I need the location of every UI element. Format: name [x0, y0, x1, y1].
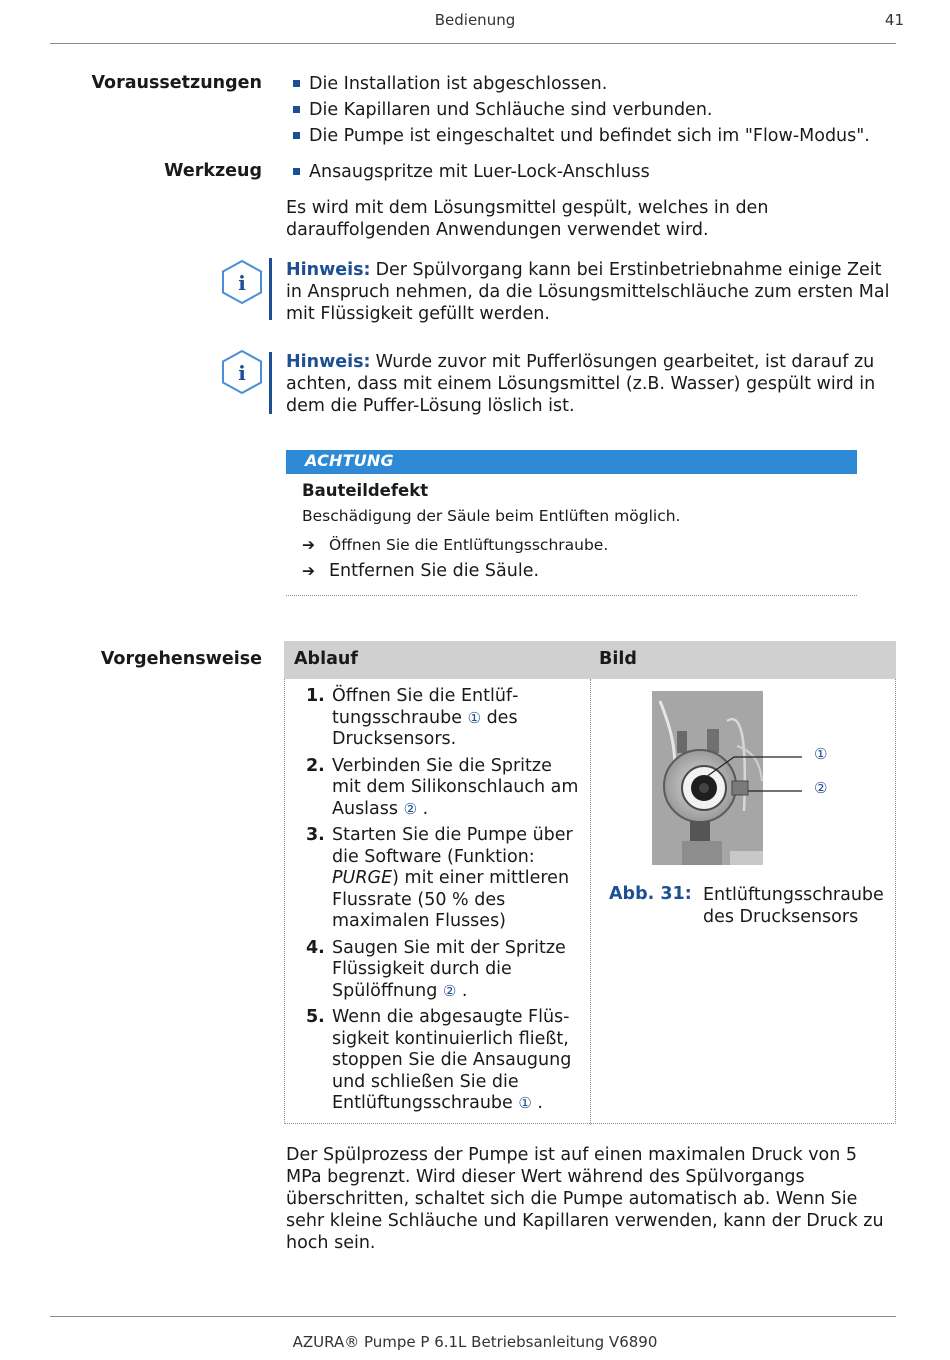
- arrow-right-icon: ➔: [302, 562, 315, 580]
- bullet-square-icon: [293, 168, 300, 175]
- callout-2: ②: [814, 779, 828, 797]
- arrow-right-icon: ➔: [302, 536, 315, 554]
- bullet-square-icon: [293, 106, 300, 113]
- note-bar: [269, 352, 272, 414]
- header-divider: [50, 43, 896, 44]
- callout-leaders: [704, 741, 814, 801]
- table-header: [284, 641, 896, 679]
- tools-label: Werkzeug: [164, 161, 262, 181]
- list-item: 4. Saugen Sie mit der Spritze Flüssigkeit durch die Spülöffnung ② .: [306, 937, 566, 1001]
- info-icon: [219, 258, 265, 306]
- bullet-square-icon: [293, 80, 300, 87]
- list-item: Die Installation ist abgeschlossen.: [290, 71, 870, 97]
- warning-divider: [286, 595, 857, 596]
- note-bar: [269, 258, 272, 320]
- warning-step: ➔ Öffnen Sie die Entlüftungsschraube.: [302, 536, 609, 554]
- footer-divider: [50, 1316, 896, 1317]
- list-item: 3. Starten Sie die Pumpe über die Software (Funktion: PURGE) mit einer mittleren Flussrate (50 % des maximalen Flusses): [306, 825, 573, 931]
- bullet-square-icon: [293, 132, 300, 139]
- page-number: 41: [884, 11, 904, 29]
- note-box: [219, 258, 899, 322]
- prerequisites-list: [290, 71, 870, 149]
- list-item: 5. Wenn die abgesaugte Flüssigkeit kontinuierlich fließt, stoppen Sie die Ansaugung und schließen Sie die Entlüftungsschraube ① .: [306, 1007, 572, 1113]
- warning-description: Beschädigung der Säule beim Entlüften möglich.: [302, 507, 681, 525]
- warning-step: ➔ Entfernen Sie die Säule.: [302, 561, 540, 581]
- column-divider: [590, 679, 591, 1125]
- note-label: Hinweis:: [286, 260, 371, 280]
- figure-caption-text: Entlüftungsschraube des Drucksensors: [703, 885, 884, 927]
- list-item: Die Pumpe ist eingeschaltet und befindet sich im "Flow-Modus".: [290, 123, 870, 149]
- list-item: 1. Öffnen Sie die Entlüftungsschraube ① des Drucksensors.: [306, 686, 519, 749]
- callout-marker: ②: [403, 799, 418, 818]
- note-text: Hinweis: Der Spülvorgang kann bei Erstinbetriebnahme einige Zeit in Anspruch nehmen, da die Lösungsmittelschläuche zum ersten Mal mit Flüssigkeit gefüllt werden.: [286, 260, 890, 324]
- procedure-label: Vorgehensweise: [100, 649, 262, 669]
- warning-header: ACHTUNG: [286, 450, 857, 474]
- prerequisites-label: Voraussetzungen: [91, 73, 262, 93]
- running-header: Bedienung: [434, 11, 516, 29]
- list-item: Die Kapillaren und Schläuche sind verbunden.: [290, 97, 870, 123]
- svg-text:i: i: [238, 361, 246, 385]
- closing-paragraph: Der Spülprozess der Pumpe ist auf einen maximalen Druck von 5 MPa begrenzt. Wird dieser Wert während des Spülvorgangs überschritten, schaltet sich die Pumpe automatisch ab. Wenn Sie sehr kleine Schläuche und Kapillaren verwenden, kann der Druck zu hoch sein.: [286, 1145, 884, 1253]
- figure-caption-label: Abb. 31:: [609, 884, 692, 904]
- procedure-steps: [306, 686, 581, 1120]
- column-header-image: Bild: [599, 649, 637, 669]
- procedure-table: [284, 641, 896, 1125]
- list-item: 2. Verbinden Sie die Spritze mit dem Silikonschlauch am Auslass ② .: [306, 755, 579, 819]
- function-name: PURGE: [332, 868, 393, 888]
- intro-paragraph: Es wird mit dem Lösungsmittel gespült, welches in den darauffolgenden Anwendungen verwendet wird.: [286, 198, 769, 240]
- callout-marker: ②: [442, 981, 457, 1000]
- callout-marker: ①: [467, 708, 482, 727]
- svg-text:i: i: [238, 271, 246, 295]
- note-box: [219, 348, 899, 414]
- column-header-procedure: Ablauf: [294, 649, 358, 669]
- callout-marker: ①: [518, 1094, 532, 1112]
- callout-1: ①: [814, 745, 828, 763]
- tools-list: [290, 159, 650, 185]
- info-icon: [219, 348, 265, 396]
- note-label: Hinweis:: [286, 352, 371, 372]
- footer-text: AZURA® Pumpe P 6.1L Betriebsanleitung V6890: [292, 1333, 658, 1351]
- warning-title: Bauteildefekt: [302, 481, 429, 500]
- note-text: Hinweis: Wurde zuvor mit Pufferlösungen gearbeitet, ist darauf zu achten, dass mit einem Lösungsmittel (z.B. Wasser) gespült wird in dem die Puffer-Lösung löslich ist.: [286, 352, 876, 416]
- list-item: Ansaugspritze mit Luer-Lock-Anschluss: [290, 159, 650, 185]
